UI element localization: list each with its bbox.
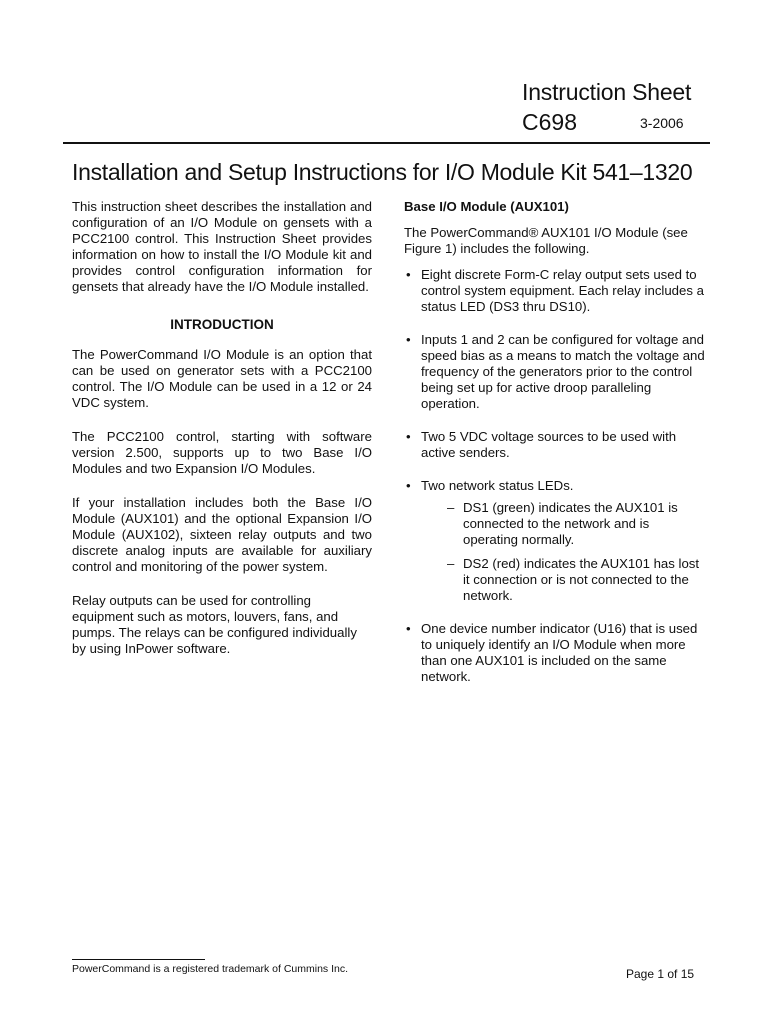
bullet-icon: • <box>406 621 411 636</box>
bullet-icon: • <box>406 478 411 493</box>
right-column <box>404 199 706 702</box>
list-item <box>404 621 706 685</box>
intro-paragraph: This instruction sheet describes the installation and configuration of an I/O Module on gensets with a PCC2100 control. This Instruction Sheet provides information on how to install the I/O Module kit and provides control configuration information for gensets that already have the I/O Module installed. <box>72 199 372 294</box>
list-item <box>404 429 706 461</box>
sub-list <box>421 500 706 604</box>
page-number: Page 1 of 15 <box>626 967 695 981</box>
document-date: 3-2006 <box>640 115 684 131</box>
document-type: Instruction Sheet <box>522 79 692 105</box>
feature-list <box>404 267 706 685</box>
body-paragraph: The PowerCommand I/O Module is an option that can be used on generator sets with a PCC2100 control. The I/O Module can be used in a 12 or 24 VDC system. <box>72 347 372 410</box>
dash-icon: – <box>447 556 455 571</box>
list-item-text: Inputs 1 and 2 can be configured for voltage and speed bias as a means to match the voltage and frequency of the generators prior to the control being set up for active droop paralleling operation. <box>421 332 705 411</box>
sub-list-item <box>447 556 706 604</box>
body-paragraph: Relay outputs can be used for controlling equipment such as motors, louvers, fans, and pumps. The relays can be configured individually by using InPower software. <box>72 593 357 656</box>
bullet-icon: • <box>406 267 411 282</box>
sub-list-item <box>447 500 706 548</box>
subsection-heading: Base I/O Module (AUX101) <box>404 199 569 214</box>
header-divider <box>63 142 710 144</box>
bullet-icon: • <box>406 332 411 347</box>
list-item-text: Two network status LEDs. <box>421 478 574 493</box>
page-title: Installation and Setup Instructions for I/O Module Kit 541–1320 <box>72 159 693 185</box>
list-item <box>404 478 706 604</box>
list-item <box>404 267 706 315</box>
lead-paragraph: The PowerCommand® AUX101 I/O Module (see Figure 1) includes the following. <box>404 225 688 256</box>
section-heading-introduction: INTRODUCTION <box>170 317 274 332</box>
list-item-text: One device number indicator (U16) that is used to uniquely identify an I/O Module when more than one AUX101 is included on the same network. <box>421 621 698 684</box>
sub-list-item-text: DS2 (red) indicates the AUX101 has lost it connection or is not connected to the network. <box>463 556 700 603</box>
footnote-divider <box>72 959 205 960</box>
left-column <box>72 199 372 675</box>
bullet-icon: • <box>406 429 411 444</box>
dash-icon: – <box>447 500 455 515</box>
footnote: PowerCommand is a registered trademark of Cummins Inc. <box>72 963 349 975</box>
list-item <box>404 332 706 412</box>
sub-list-item-text: DS1 (green) indicates the AUX101 is connected to the network and is operating normally. <box>463 500 678 547</box>
body-paragraph: The PCC2100 control, starting with software version 2.500, supports up to two Base I/O Modules and two Expansion I/O Modules. <box>72 429 372 476</box>
list-item-text: Two 5 VDC voltage sources to be used with active senders. <box>421 429 677 460</box>
document-code: C698 <box>522 109 577 135</box>
list-item-text: Eight discrete Form-C relay output sets used to control system equipment. Each relay includes a status LED (DS3 thru DS10). <box>421 267 704 314</box>
body-paragraph: If your installation includes both the Base I/O Module (AUX101) and the optional Expansion I/O Module (AUX102), sixteen relay outputs and two discrete analog inputs are available for auxiliary control and monitoring of the power system. <box>72 495 372 574</box>
